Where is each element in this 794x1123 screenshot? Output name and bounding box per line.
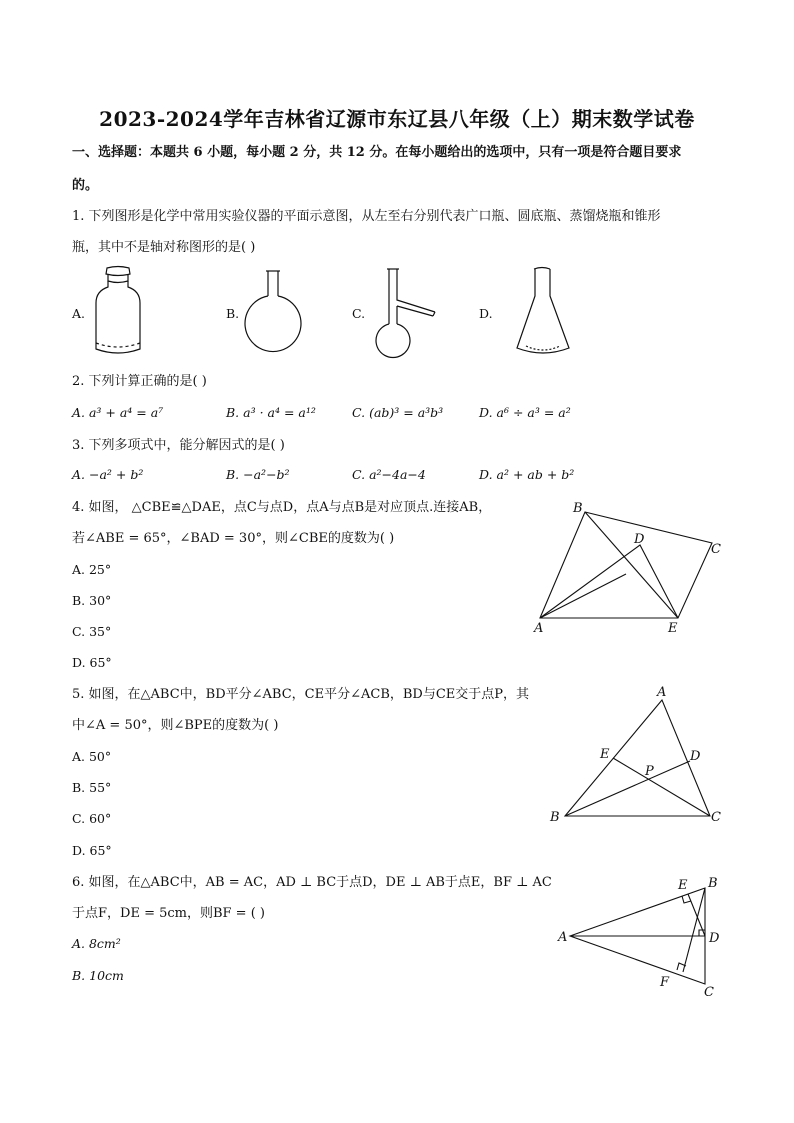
q5-label-p: P	[645, 764, 654, 779]
exam-title: 2023-2024学年吉林省辽源市东辽县八年级（上）期末数学试卷	[99, 107, 695, 131]
q5-label-c: C	[711, 810, 721, 825]
q5-label-e: E	[600, 747, 610, 762]
q1-stem-line2: 瓶，其中不是轴对称图形的是( )	[72, 240, 256, 255]
q6-label-d: D	[709, 931, 720, 946]
q6-geometry-figure	[553, 872, 733, 1002]
q5-label-a: A	[657, 685, 667, 700]
section-header-line1: 一、选择题：本题共 6 小题，每小题 2 分，共 12 分。在每小题给出的选项中，只有一项是符合题目要求	[72, 145, 682, 160]
q1-stem-line1: 1. 下列图形是化学中常用实验仪器的平面示意图，从左至右分别代表广口瓶、圆底瓶、蒸馏烧瓶和锥形	[72, 209, 661, 224]
q5-label-d: D	[690, 749, 701, 764]
q5-option-a: A. 50°	[72, 749, 112, 764]
q4-geometry-figure	[525, 495, 725, 640]
q3-stem: 3. 下列多项式中，能分解因式的是( )	[72, 438, 285, 453]
q2-option-d: D. a⁶ ÷ a³ = a²	[479, 405, 571, 420]
q1-option-a: A.	[72, 306, 86, 321]
q5-option-c: C. 60°	[72, 811, 112, 826]
q2-option-c: C. (ab)³ = a³b³	[352, 405, 444, 420]
q4-label-c: C	[711, 542, 721, 557]
section-header	[72, 143, 681, 163]
q6-label-e: E	[678, 878, 688, 893]
q3-option-a: A. −a² + b²	[72, 467, 144, 482]
q6-label-f: F	[660, 975, 670, 990]
q6-option-a: A. 8cm²	[72, 936, 121, 951]
q4-option-b: B. 30°	[72, 593, 112, 608]
q1-option-c: C.	[352, 306, 366, 321]
q5-label-b: B	[550, 810, 560, 825]
q4-label-e: E	[668, 621, 678, 636]
q3-option-c: C. a²−4a−4	[352, 467, 426, 482]
q2-stem: 2. 下列计算正确的是( )	[72, 374, 207, 389]
q6-label-b: B	[708, 876, 718, 891]
q2-option-a: A. a³ + a⁴ = a⁷	[72, 405, 164, 420]
q4-label-d: D	[634, 532, 645, 547]
q6-label-a: A	[558, 930, 568, 945]
q4-stem-line1: 4. 如图， △CBE≌△DAE，点C与点D，点A与点B是对应顶点.连接AB，	[72, 500, 492, 515]
section-header-line2: 的。	[72, 178, 99, 193]
q4-stem-line2: 若∠ABE = 65°，∠BAD = 30°，则∠CBE的度数为( )	[72, 531, 395, 546]
round-bottom-flask-figure	[244, 268, 308, 362]
q2-option-b: B. a³ · a⁴ = a¹²	[226, 405, 316, 420]
q5-geometry-figure	[545, 683, 725, 828]
q5-stem-line2: 中∠A = 50°，则∠BPE的度数为( )	[72, 718, 279, 733]
q4-option-d: D. 65°	[72, 655, 112, 670]
distilling-flask-figure	[372, 266, 444, 360]
q3-option-d: D. a² + ab + b²	[479, 467, 575, 482]
q4-label-a: A	[534, 621, 544, 636]
erlenmeyer-flask-figure	[512, 266, 574, 360]
q5-option-d: D. 65°	[72, 843, 112, 858]
wide-mouth-bottle-figure	[88, 265, 148, 360]
q3-option-b: B. −a²−b²	[226, 467, 290, 482]
q1-option-b: B.	[226, 306, 240, 321]
q4-option-a: A. 25°	[72, 562, 112, 577]
q6-label-c: C	[704, 985, 714, 1000]
q6-stem-line1: 6. 如图，在△ABC中，AB = AC，AD ⊥ BC于点D，DE ⊥ AB于点E，BF ⊥ AC	[72, 875, 552, 890]
q5-option-b: B. 55°	[72, 780, 112, 795]
q6-stem-line2: 于点F，DE = 5cm，则BF = ( )	[72, 906, 265, 921]
q4-option-c: C. 35°	[72, 624, 112, 639]
q4-label-b: B	[573, 501, 583, 516]
q1-option-d: D.	[479, 306, 493, 321]
q6-option-b: B. 10cm	[72, 968, 124, 983]
q5-stem-line1: 5. 如图，在△ABC中，BD平分∠ABC，CE平分∠ACB，BD与CE交于点P，其	[72, 687, 530, 702]
